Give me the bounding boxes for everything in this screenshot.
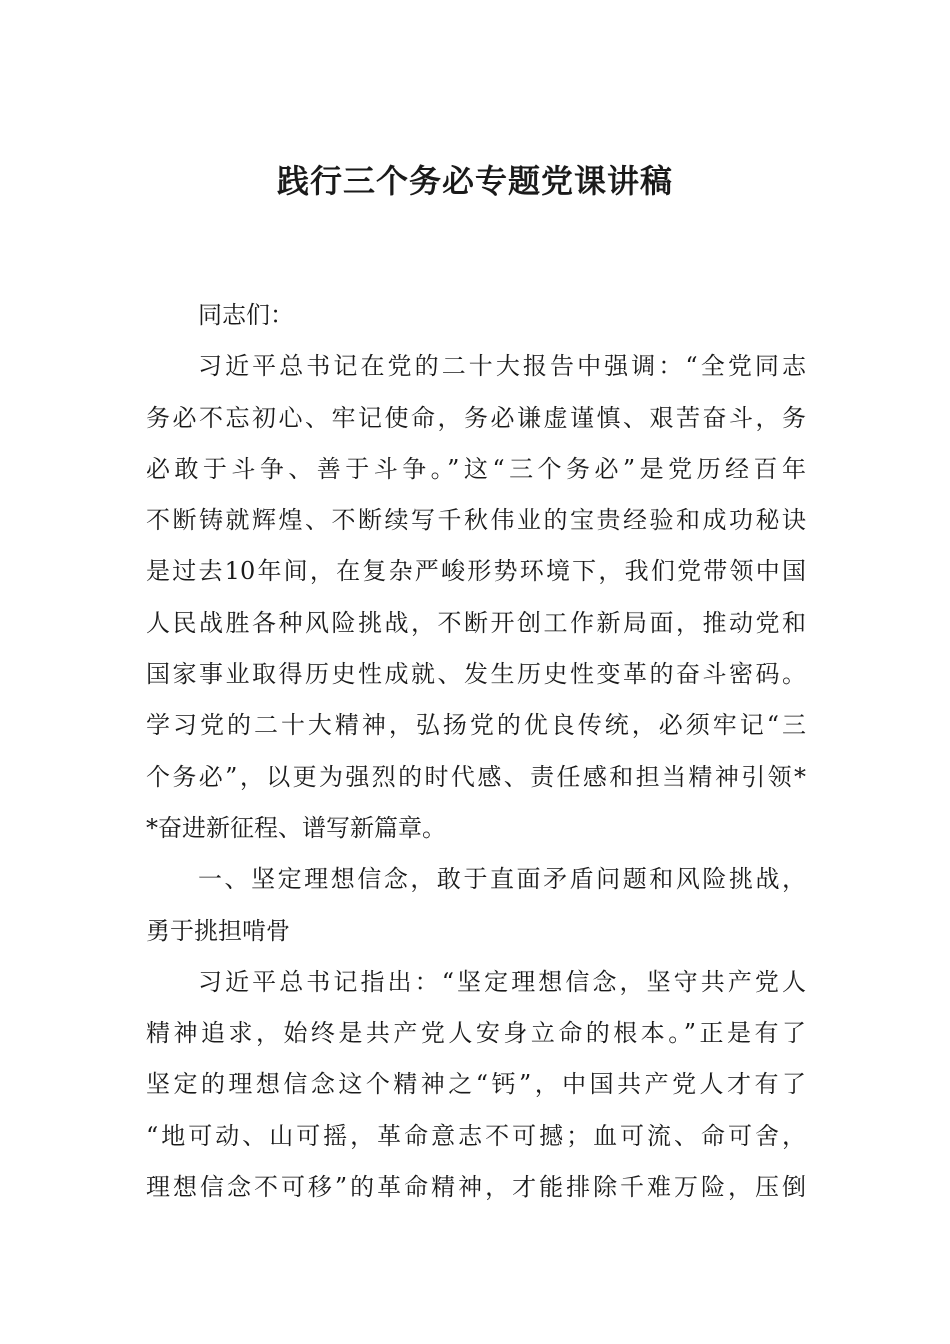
paragraph-1-line-1: 习近平总书记在党的二十大报告中强调：“全党同志	[198, 352, 806, 381]
paragraph-2-line-3: 坚定的理想信念这个精神之“钙”，中国共产党人才有了	[146, 1070, 806, 1099]
paragraph-2-line-5: 理想信念不可移”的革命精神，才能排除千难万险，压倒	[146, 1173, 806, 1202]
salutation: 同志们：	[198, 301, 294, 329]
paragraph-1-line-3: 必敢于斗争、善于斗争。”这“三个务必”是党历经百年	[146, 454, 806, 483]
paragraph-1-line-5: 是过去10年间，在复杂严峻形势环境下，我们党带领中国	[146, 557, 806, 586]
paragraph-1-line-10: *奋进新征程、谱写新篇章。	[146, 813, 446, 842]
section-1-heading-line-2: 勇于挑担啃骨	[146, 916, 290, 945]
paragraph-2-line-2: 精神追求，始终是共产党人安身立命的根本。”正是有了	[146, 1019, 806, 1048]
paragraph-2-line-1: 习近平总书记指出：“坚定理想信念，坚守共产党人	[198, 967, 806, 996]
document-body	[146, 290, 806, 1213]
paragraph-1-line-2: 务必不忘初心、牢记使命，务必谦虚谨慎、艰苦奋斗，务	[146, 403, 806, 432]
paragraph-1-line-9: 个务必”，以更为强烈的时代感、责任感和担当精神引领*	[146, 762, 806, 791]
paragraph-1-line-6: 人民战胜各种风险挑战，不断开创工作新局面，推动党和	[146, 608, 806, 637]
paragraph-1-line-4: 不断铸就辉煌、不断续写千秋伟业的宝贵经验和成功秘诀	[146, 506, 806, 535]
paragraph-2-line-4: “地可动、山可摇，革命意志不可撼；血可流、命可舍，	[146, 1121, 806, 1150]
section-1-heading-line-1: 一、坚定理想信念，敢于直面矛盾问题和风险挑战，	[198, 865, 806, 894]
paragraph-1-line-7: 国家事业取得历史性成就、发生历史性变革的奋斗密码。	[146, 660, 806, 689]
document-title: 践行三个务必专题党课讲稿	[276, 162, 673, 200]
paragraph-1-line-8: 学习党的二十大精神，弘扬党的优良传统，必须牢记“三	[146, 711, 806, 740]
